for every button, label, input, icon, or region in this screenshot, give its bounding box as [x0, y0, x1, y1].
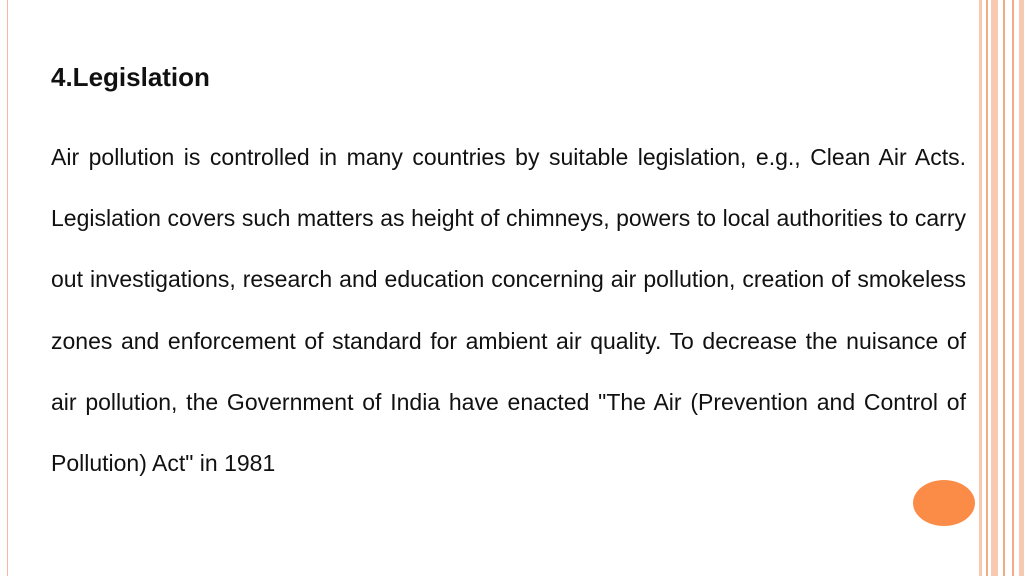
right-frame-line-1	[986, 0, 988, 576]
right-frame-band-outer	[979, 0, 982, 576]
right-frame-line-3	[1012, 0, 1014, 576]
right-frame-edge	[1019, 0, 1024, 576]
slide-title: 4.Legislation	[51, 62, 210, 92]
slide-body-text: Air pollution is controlled in many countries by suitable legislation, e.g., Clean Air Acts. Legislation covers such matters as height of chimneys, powers to local authorities to carry out investigations, research and education concerning air pollution, creation of smokeless zones and enforcement of standard for ambient air quality. To decrease the nuisance of air pollution, the Government of India have enacted "The Air (Prevention and Control of Pollution) Act" in 1981	[51, 144, 966, 477]
right-frame-band-inner	[991, 0, 998, 576]
right-frame-line-2	[1003, 0, 1005, 576]
orange-circle-decoration	[913, 480, 975, 526]
left-frame-border	[0, 0, 8, 576]
